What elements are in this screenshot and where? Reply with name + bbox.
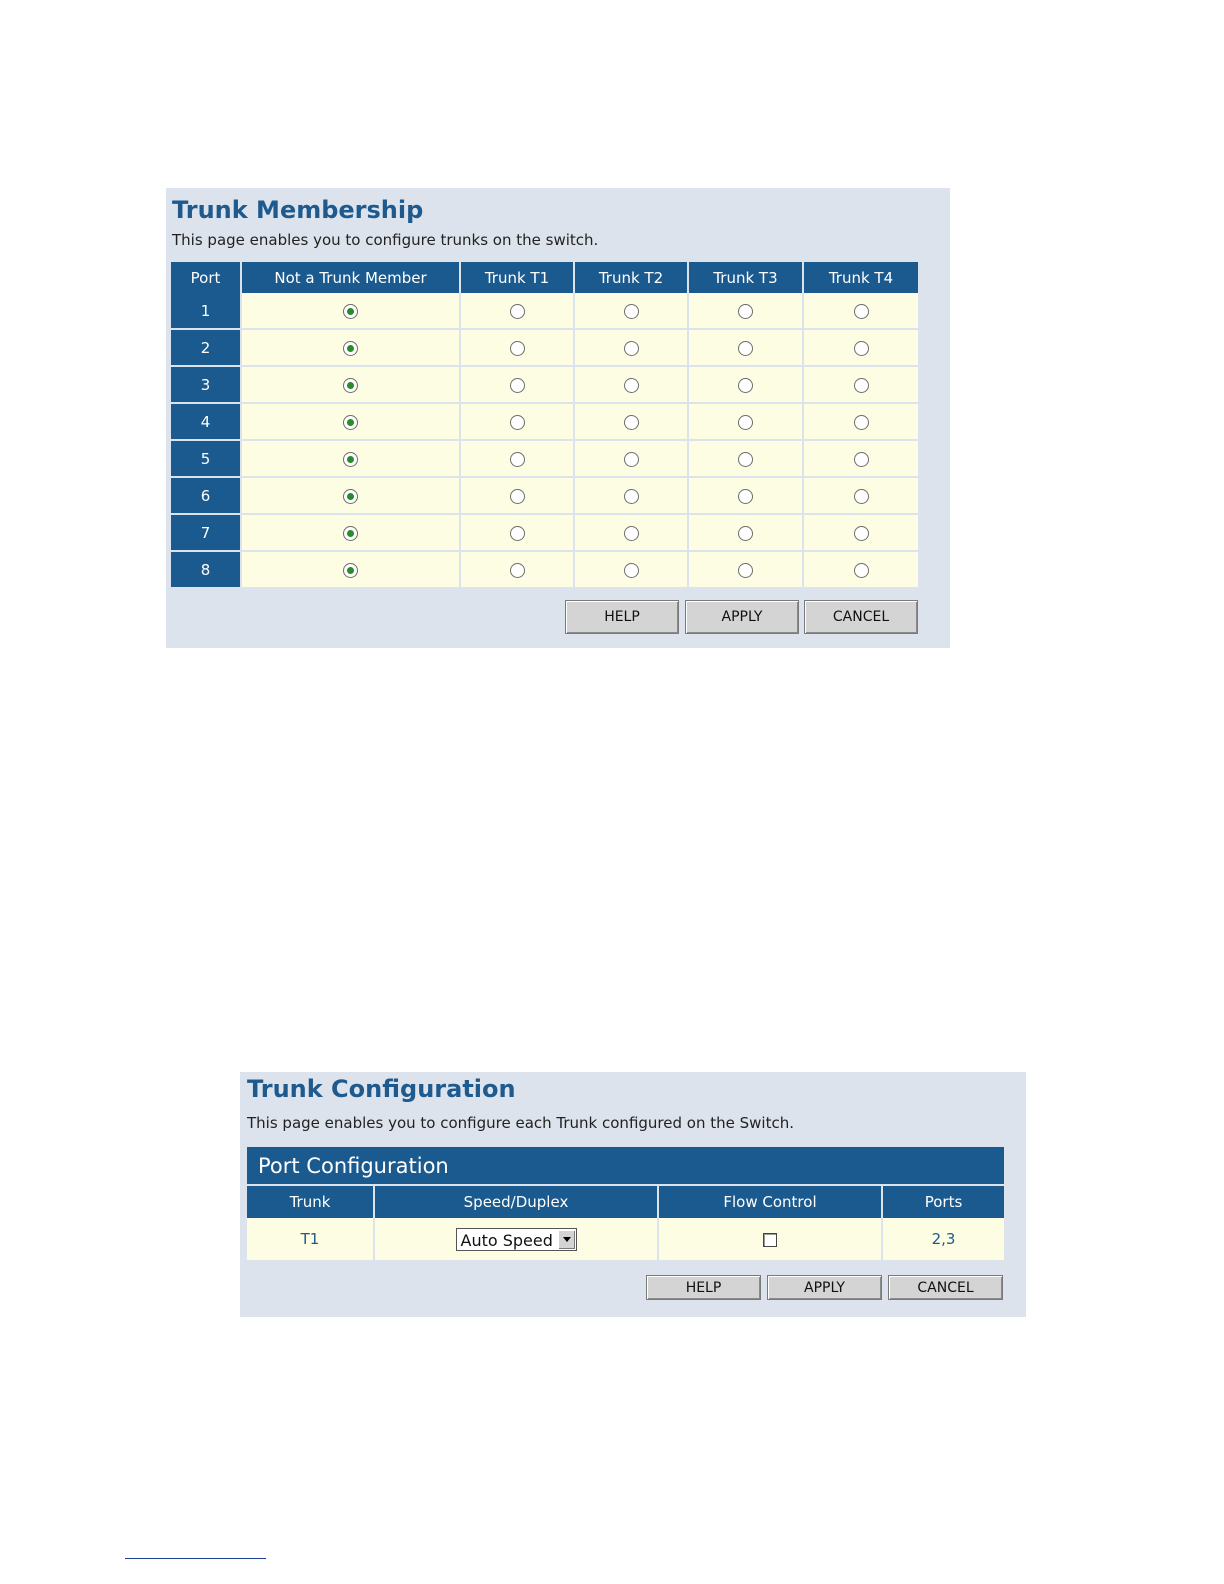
membership-option-cell (241, 440, 460, 477)
membership-option-cell (688, 366, 803, 403)
membership-option-cell (574, 440, 688, 477)
flow-control-checkbox[interactable] (763, 1233, 777, 1247)
radio-trunk-t1-port-5[interactable] (510, 452, 525, 467)
apply-button[interactable]: APPLY (685, 600, 799, 634)
membership-option-cell (574, 293, 688, 329)
membership-option-cell (241, 366, 460, 403)
table-header-row (247, 1185, 1004, 1218)
membership-option-cell (803, 366, 918, 403)
membership-option-cell (460, 293, 574, 329)
membership-option-cell (574, 403, 688, 440)
radio-trunk-t4-port-5[interactable] (854, 452, 869, 467)
table-row (247, 1218, 1004, 1260)
table-row (171, 477, 918, 514)
table-row (171, 403, 918, 440)
page-title: Trunk Membership (172, 196, 424, 224)
radio-trunk-t1-port-6[interactable] (510, 489, 525, 504)
membership-option-cell (574, 514, 688, 551)
col-header-not-member: Not a Trunk Member (241, 262, 460, 293)
radio-trunk-t2-port-4[interactable] (624, 415, 639, 430)
radio-trunk-t2-port-6[interactable] (624, 489, 639, 504)
membership-option-cell (574, 477, 688, 514)
radio-trunk-t4-port-4[interactable] (854, 415, 869, 430)
col-header-trunk-t3: Trunk T3 (688, 262, 803, 293)
port-number-cell: 3 (171, 366, 241, 403)
membership-option-cell (803, 329, 918, 366)
page-description: This page enables you to configure trunks on the switch. (172, 231, 599, 249)
radio-trunk-t3-port-1[interactable] (738, 304, 753, 319)
cancel-button[interactable]: CANCEL (888, 1275, 1003, 1300)
membership-option-cell (460, 329, 574, 366)
radio-trunk-t2-port-7[interactable] (624, 526, 639, 541)
radio-trunk-t3-port-3[interactable] (738, 378, 753, 393)
radio-trunk-t3-port-6[interactable] (738, 489, 753, 504)
help-button[interactable]: HELP (565, 600, 679, 634)
speed-duplex-value: Auto Speed (460, 1230, 553, 1250)
membership-option-cell (460, 440, 574, 477)
membership-option-cell (688, 440, 803, 477)
port-number-cell: 6 (171, 477, 241, 514)
radio-trunk-t4-port-7[interactable] (854, 526, 869, 541)
membership-option-cell (688, 477, 803, 514)
radio-not-a-trunk-member-port-5[interactable] (343, 452, 358, 467)
membership-option-cell (460, 551, 574, 587)
radio-trunk-t4-port-1[interactable] (854, 304, 869, 319)
membership-option-cell (241, 403, 460, 440)
membership-option-cell (460, 477, 574, 514)
radio-trunk-t1-port-7[interactable] (510, 526, 525, 541)
membership-option-cell (460, 514, 574, 551)
radio-trunk-t1-port-3[interactable] (510, 378, 525, 393)
radio-trunk-t4-port-3[interactable] (854, 378, 869, 393)
col-header-trunk-t1: Trunk T1 (460, 262, 574, 293)
port-number-cell: 1 (171, 293, 241, 329)
membership-option-cell (803, 440, 918, 477)
col-header-flow-control: Flow Control (658, 1185, 882, 1218)
membership-option-cell (574, 366, 688, 403)
help-button[interactable]: HELP (646, 1275, 761, 1300)
radio-not-a-trunk-member-port-2[interactable] (343, 341, 358, 356)
radio-not-a-trunk-member-port-3[interactable] (343, 378, 358, 393)
membership-option-cell (241, 551, 460, 587)
trunk-configuration-panel (240, 1072, 1026, 1317)
membership-option-cell (688, 403, 803, 440)
footnote-divider (125, 1558, 266, 1559)
table-row (171, 366, 918, 403)
trunk-membership-rows (171, 293, 918, 587)
radio-not-a-trunk-member-port-6[interactable] (343, 489, 358, 504)
membership-option-cell (241, 293, 460, 329)
membership-option-cell (688, 514, 803, 551)
membership-option-cell (574, 329, 688, 366)
membership-option-cell (241, 477, 460, 514)
port-configuration-table (247, 1147, 1004, 1260)
table-row (171, 514, 918, 551)
radio-not-a-trunk-member-port-7[interactable] (343, 526, 358, 541)
membership-option-cell (241, 329, 460, 366)
trunk-id-cell: T1 (247, 1218, 374, 1260)
section-title: Port Configuration (247, 1147, 1004, 1185)
membership-option-cell (803, 551, 918, 587)
membership-option-cell (574, 551, 688, 587)
membership-option-cell (803, 403, 918, 440)
membership-option-cell (460, 403, 574, 440)
speed-duplex-select[interactable] (456, 1228, 577, 1251)
col-header-trunk-t2: Trunk T2 (574, 262, 688, 293)
table-row (171, 440, 918, 477)
col-header-ports: Ports (882, 1185, 1004, 1218)
membership-option-cell (688, 329, 803, 366)
col-header-trunk-t4: Trunk T4 (803, 262, 918, 293)
port-number-cell: 8 (171, 551, 241, 587)
port-number-cell: 2 (171, 329, 241, 366)
table-row (171, 551, 918, 587)
radio-trunk-t1-port-1[interactable] (510, 304, 525, 319)
radio-trunk-t3-port-4[interactable] (738, 415, 753, 430)
ports-cell: 2,3 (882, 1218, 1004, 1260)
radio-trunk-t2-port-1[interactable] (624, 304, 639, 319)
table-row (171, 329, 918, 366)
port-number-cell: 7 (171, 514, 241, 551)
radio-trunk-t2-port-3[interactable] (624, 378, 639, 393)
radio-trunk-t1-port-8[interactable] (510, 563, 525, 578)
speed-duplex-cell (374, 1218, 658, 1260)
membership-option-cell (460, 366, 574, 403)
apply-button[interactable]: APPLY (767, 1275, 882, 1300)
radio-not-a-trunk-member-port-8[interactable] (343, 563, 358, 578)
trunk-membership-table (171, 262, 918, 587)
port-number-cell: 4 (171, 403, 241, 440)
radio-trunk-t3-port-7[interactable] (738, 526, 753, 541)
radio-trunk-t2-port-8[interactable] (624, 563, 639, 578)
radio-not-a-trunk-member-port-1[interactable] (343, 304, 358, 319)
radio-trunk-t3-port-8[interactable] (738, 563, 753, 578)
table-row (171, 293, 918, 329)
radio-trunk-t1-port-4[interactable] (510, 415, 525, 430)
trunk-membership-panel (166, 188, 950, 648)
radio-trunk-t4-port-2[interactable] (854, 341, 869, 356)
radio-trunk-t1-port-2[interactable] (510, 341, 525, 356)
chevron-down-icon[interactable] (558, 1230, 575, 1249)
port-number-cell: 5 (171, 440, 241, 477)
col-header-port: Port (171, 262, 241, 293)
membership-option-cell (803, 514, 918, 551)
col-header-speed-duplex: Speed/Duplex (374, 1185, 658, 1218)
table-header-row (171, 262, 918, 293)
col-header-trunk: Trunk (247, 1185, 374, 1218)
flow-control-cell (658, 1218, 882, 1260)
page-description: This page enables you to configure each Trunk configured on the Switch. (247, 1114, 794, 1132)
membership-option-cell (688, 551, 803, 587)
radio-trunk-t2-port-5[interactable] (624, 452, 639, 467)
cancel-button[interactable]: CANCEL (804, 600, 918, 634)
membership-option-cell (803, 477, 918, 514)
radio-trunk-t4-port-6[interactable] (854, 489, 869, 504)
page-title: Trunk Configuration (247, 1075, 516, 1103)
radio-trunk-t2-port-2[interactable] (624, 341, 639, 356)
radio-trunk-t4-port-8[interactable] (854, 563, 869, 578)
radio-trunk-t3-port-5[interactable] (738, 452, 753, 467)
radio-not-a-trunk-member-port-4[interactable] (343, 415, 358, 430)
membership-option-cell (688, 293, 803, 329)
membership-option-cell (241, 514, 460, 551)
membership-option-cell (803, 293, 918, 329)
radio-trunk-t3-port-2[interactable] (738, 341, 753, 356)
